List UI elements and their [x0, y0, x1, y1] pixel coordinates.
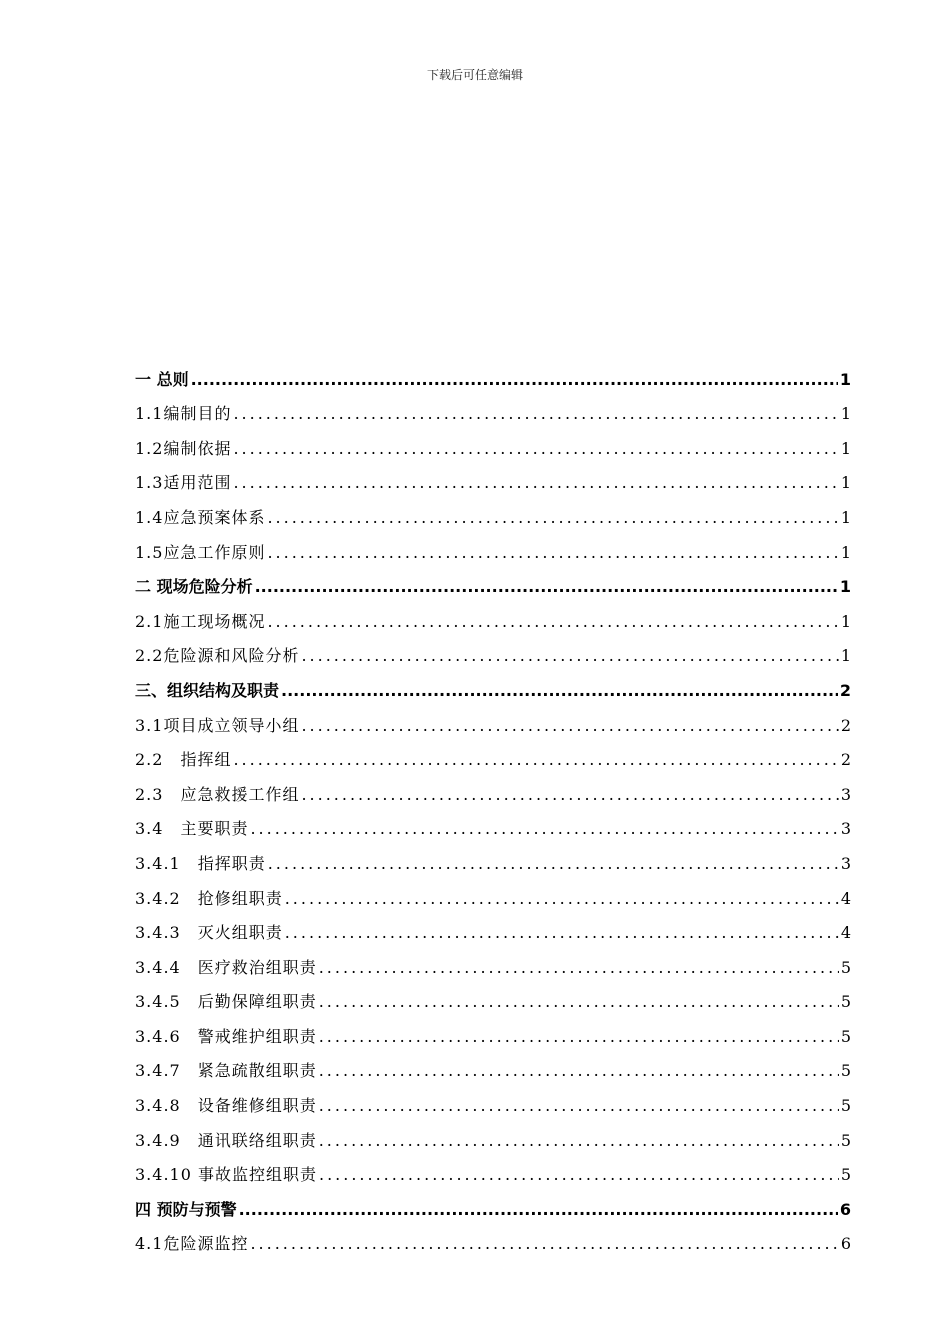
toc-entry-label: 三、组织结构及职责	[135, 680, 280, 700]
toc-entry-page-number: 5	[840, 957, 851, 977]
toc-dot-leader	[319, 1165, 839, 1185]
toc-dot-leader	[319, 1061, 839, 1081]
toc-dot-leader	[191, 370, 838, 390]
toc-entry-label: 3.4.3 灭火组职责	[135, 923, 283, 943]
toc-entry-label: 3.1项目成立领导小组	[135, 715, 300, 735]
toc-entry-label: 1.2编制依据	[135, 438, 232, 458]
toc-dot-leader	[285, 923, 839, 943]
toc-entry-page-number: 2	[840, 715, 851, 735]
toc-dot-leader	[233, 750, 838, 770]
toc-dot-leader	[285, 889, 839, 909]
toc-entry-page-number: 5	[840, 992, 851, 1012]
toc-entry-page-number: 1	[840, 473, 851, 493]
toc-entry-page-number: 5	[840, 1165, 851, 1185]
toc-entry[interactable]	[135, 701, 851, 736]
toc-dot-leader	[281, 681, 838, 701]
toc-entry[interactable]	[135, 390, 851, 425]
toc-entry-label: 1.4应急预案体系	[135, 507, 266, 527]
toc-entry-page-number: 5	[840, 1130, 851, 1150]
toc-entry-page-number: 1	[840, 611, 851, 631]
toc-entry-label: 3.4.9 通讯联络组职责	[135, 1130, 317, 1150]
toc-entry[interactable]	[135, 943, 851, 978]
toc-entry[interactable]	[135, 874, 851, 909]
toc-entry-page-number: 1	[840, 404, 851, 424]
toc-entry-label: 2.1施工现场概况	[135, 611, 266, 631]
toc-entry-label: 1.1编制目的	[135, 404, 232, 424]
toc-dot-leader	[319, 1131, 839, 1151]
toc-dot-leader	[301, 716, 838, 736]
toc-dot-leader	[255, 577, 838, 597]
toc-dot-leader	[267, 612, 838, 632]
toc-entry-label: 二 现场危险分析	[135, 577, 253, 597]
toc-entry[interactable]	[135, 355, 851, 390]
toc-entry-label: 2.3 应急救援工作组	[135, 784, 300, 804]
toc-entry-page-number: 1	[840, 646, 851, 666]
toc-entry-page-number: 4	[840, 888, 851, 908]
toc-entry-label: 1.5应急工作原则	[135, 542, 266, 562]
toc-entry-label: 3.4.4 医疗救治组职责	[135, 957, 317, 977]
toc-dot-leader	[250, 819, 838, 839]
toc-entry[interactable]	[135, 1116, 851, 1151]
toc-entry-page-number: 2	[840, 750, 851, 770]
toc-entry[interactable]	[135, 632, 851, 667]
toc-entry-page-number: 1	[840, 542, 851, 562]
toc-dot-leader	[239, 1200, 838, 1220]
toc-entry[interactable]	[135, 597, 851, 632]
toc-entry-page-number: 5	[840, 1026, 851, 1046]
toc-dot-leader	[319, 1096, 839, 1116]
toc-entry-page-number: 3	[840, 819, 851, 839]
toc-entry[interactable]	[135, 493, 851, 528]
table-of-contents	[135, 355, 851, 1254]
toc-entry[interactable]	[135, 563, 851, 598]
toc-dot-leader	[233, 404, 838, 424]
toc-entry[interactable]	[135, 805, 851, 840]
toc-entry-page-number: 2	[839, 680, 851, 700]
toc-entry[interactable]	[135, 736, 851, 771]
toc-entry-label: 3.4.10 事故监控组职责	[135, 1165, 317, 1185]
toc-entry-page-number: 6	[840, 1234, 851, 1254]
toc-entry-label: 1.3适用范围	[135, 473, 232, 493]
toc-entry-page-number: 1	[839, 577, 851, 597]
toc-dot-leader	[301, 785, 838, 805]
toc-entry[interactable]	[135, 424, 851, 459]
toc-dot-leader	[319, 958, 839, 978]
toc-entry-label: 3.4.6 警戒维护组职责	[135, 1026, 317, 1046]
page-header: 下载后可任意编辑	[426, 68, 523, 82]
toc-entry-page-number: 1	[840, 507, 851, 527]
toc-dot-leader	[267, 508, 838, 528]
toc-entry-page-number: 1	[840, 438, 851, 458]
toc-entry[interactable]	[135, 1151, 851, 1186]
toc-entry[interactable]	[135, 666, 851, 701]
toc-entry-label: 四 预防与预警	[135, 1199, 237, 1219]
toc-entry-page-number: 4	[840, 923, 851, 943]
toc-dot-leader	[268, 854, 839, 874]
toc-entry-label: 2.2 指挥组	[135, 750, 232, 770]
toc-entry-page-number: 1	[839, 369, 851, 389]
toc-entry-label: 3.4.5 后勤保障组职责	[135, 992, 317, 1012]
toc-entry[interactable]	[135, 528, 851, 563]
toc-entry-page-number: 5	[840, 1061, 851, 1081]
toc-dot-leader	[250, 1234, 838, 1254]
toc-entry[interactable]	[135, 1047, 851, 1082]
toc-entry[interactable]	[135, 978, 851, 1013]
toc-dot-leader	[233, 473, 838, 493]
toc-entry-label: 4.1危险源监控	[135, 1234, 249, 1254]
toc-entry[interactable]	[135, 909, 851, 944]
toc-dot-leader	[319, 992, 839, 1012]
toc-dot-leader	[267, 543, 838, 563]
toc-entry-page-number: 5	[840, 1096, 851, 1116]
toc-entry[interactable]	[135, 770, 851, 805]
toc-entry-page-number: 3	[840, 784, 851, 804]
toc-dot-leader	[319, 1027, 839, 1047]
toc-entry[interactable]	[135, 459, 851, 494]
toc-entry-label: 3.4 主要职责	[135, 819, 249, 839]
toc-entry[interactable]	[135, 1012, 851, 1047]
toc-entry-label: 3.4.7 紧急疏散组职责	[135, 1061, 317, 1081]
toc-entry-label: 2.2危险源和风险分析	[135, 646, 300, 666]
toc-entry-label: 一 总则	[135, 369, 189, 389]
toc-entry-label: 3.4.8 设备维修组职责	[135, 1096, 317, 1116]
toc-entry[interactable]	[135, 839, 851, 874]
toc-entry-label: 3.4.1 指挥职责	[135, 853, 266, 873]
toc-dot-leader	[233, 439, 838, 459]
toc-entry[interactable]	[135, 1185, 851, 1220]
toc-entry[interactable]	[135, 1220, 851, 1255]
toc-entry-label: 3.4.2 抢修组职责	[135, 888, 283, 908]
toc-dot-leader	[301, 646, 838, 666]
toc-entry-page-number: 3	[840, 853, 851, 873]
toc-entry-page-number: 6	[839, 1199, 851, 1219]
toc-entry[interactable]	[135, 1081, 851, 1116]
